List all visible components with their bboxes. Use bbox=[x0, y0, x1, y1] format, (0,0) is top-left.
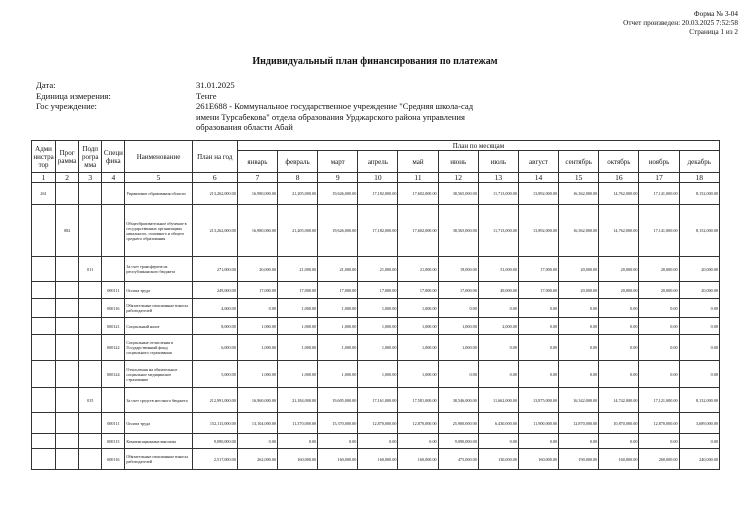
row-month-value: 0.00 bbox=[518, 318, 558, 335]
row-month-value: 0.00 bbox=[518, 335, 558, 361]
row-admin-code bbox=[32, 361, 56, 388]
column-number: 15 bbox=[559, 173, 599, 183]
header-month: июль bbox=[478, 151, 518, 173]
row-month-value: 130,000.00 bbox=[478, 449, 518, 470]
row-subprogram-code bbox=[79, 205, 102, 257]
row-program-code bbox=[56, 318, 79, 335]
header-plan-year: План на год bbox=[192, 141, 237, 173]
row-month-value: 17,581,000.00 bbox=[398, 388, 438, 413]
row-spec-code: 000113 bbox=[102, 434, 125, 449]
row-plan-year: 213,262,000.00 bbox=[192, 205, 237, 257]
row-month-value: 0.00 bbox=[599, 335, 639, 361]
org-value: 261Е688 - Коммунальное государственное учреждение "Средняя школа-сад имени Турсабекова" отдела образования Урджарского района управления образования области Абай bbox=[196, 101, 474, 132]
row-month-value: 17,161,000.00 bbox=[358, 388, 398, 413]
row-month-value: 38,565,000.00 bbox=[438, 183, 478, 205]
row-month-value: 15,370,000.00 bbox=[318, 413, 358, 434]
row-subprogram-code: 011 bbox=[79, 257, 102, 282]
column-number: 10 bbox=[358, 173, 398, 183]
row-month-value: 0.00 bbox=[679, 299, 719, 318]
row-month-value: 17,000.00 bbox=[518, 257, 558, 282]
row-spec-code: 000111 bbox=[102, 282, 125, 299]
form-info bbox=[623, 10, 738, 37]
row-plan-year: 249,000.00 bbox=[192, 282, 237, 299]
row-month-value: 20,000.00 bbox=[559, 282, 599, 299]
row-subprogram-code bbox=[79, 183, 102, 205]
row-subprogram-code bbox=[79, 335, 102, 361]
row-month-value: 11,662,000.00 bbox=[478, 388, 518, 413]
document-meta bbox=[36, 80, 496, 133]
row-admin-code bbox=[32, 335, 56, 361]
column-number: 17 bbox=[639, 173, 679, 183]
row-month-value: 0.00 bbox=[639, 299, 679, 318]
row-month-value: 17,141,000.00 bbox=[639, 205, 679, 257]
header-row-1 bbox=[32, 141, 720, 151]
row-month-value: 1,000.00 bbox=[278, 335, 318, 361]
row-month-value: 17,000.00 bbox=[398, 282, 438, 299]
row-month-value: 0.00 bbox=[599, 434, 639, 449]
row-name: Обязательные пенсионные взносы работодателей bbox=[125, 299, 192, 318]
header-month: декабрь bbox=[679, 151, 719, 173]
row-admin-code bbox=[32, 449, 56, 470]
row-month-value: 16,362,000.00 bbox=[559, 183, 599, 205]
row-month-value: 0.00 bbox=[278, 434, 318, 449]
header-program: Прог рамма bbox=[56, 141, 79, 173]
header-month: октябрь bbox=[599, 151, 639, 173]
row-month-value: 1,000.00 bbox=[398, 299, 438, 318]
row-month-value: 0.00 bbox=[639, 434, 679, 449]
row-name: За счет трансфертов из республиканского бюджета bbox=[125, 257, 192, 282]
row-month-value: 20,000.00 bbox=[679, 257, 719, 282]
row-name: Управление образования области bbox=[125, 183, 192, 205]
row-month-value: 0.00 bbox=[679, 335, 719, 361]
row-month-value: 14,762,000.00 bbox=[599, 205, 639, 257]
row-month-value: 14,742,000.00 bbox=[599, 388, 639, 413]
row-month-value: 0.00 bbox=[478, 335, 518, 361]
row-month-value: 1,000.00 bbox=[278, 361, 318, 388]
row-month-value: 0.00 bbox=[518, 434, 558, 449]
row-month-value: 0.00 bbox=[318, 434, 358, 449]
row-plan-year: 5,000.00 bbox=[192, 361, 237, 388]
row-month-value: 160,000.00 bbox=[599, 449, 639, 470]
row-subprogram-code bbox=[79, 449, 102, 470]
column-number: 12 bbox=[438, 173, 478, 183]
row-month-value: 0.00 bbox=[398, 434, 438, 449]
row-month-value: 19,626,000.00 bbox=[318, 205, 358, 257]
column-number: 16 bbox=[599, 173, 639, 183]
row-name: Социальные отчисления в Государственный фонд социального страхования bbox=[125, 335, 192, 361]
row-month-value: 160,000.00 bbox=[318, 449, 358, 470]
row-month-value: 12,870,000.00 bbox=[398, 413, 438, 434]
row-admin-code bbox=[32, 413, 56, 434]
row-month-value: 20,000.00 bbox=[559, 257, 599, 282]
table-body bbox=[32, 183, 720, 470]
row-month-value: 0.00 bbox=[599, 318, 639, 335]
row-month-value: 240,000.00 bbox=[679, 449, 719, 470]
table-row bbox=[32, 361, 720, 388]
row-month-value: 19,605,000.00 bbox=[318, 388, 358, 413]
date-value: 31.01.2025 bbox=[196, 80, 235, 90]
row-month-value: 20,000.00 bbox=[599, 282, 639, 299]
row-name: Отчисления на обязательное социальное медицинское страхование bbox=[125, 361, 192, 388]
meta-unit-row bbox=[36, 91, 496, 102]
row-month-value: 2,000.00 bbox=[478, 318, 518, 335]
row-spec-code bbox=[102, 205, 125, 257]
row-admin-code bbox=[32, 205, 56, 257]
row-month-value: 1,000.00 bbox=[358, 335, 398, 361]
row-month-value: 0.00 bbox=[559, 361, 599, 388]
row-month-value: 1,000.00 bbox=[438, 335, 478, 361]
table-row bbox=[32, 434, 720, 449]
row-spec-code bbox=[102, 257, 125, 282]
row-program-code bbox=[56, 299, 79, 318]
row-subprogram-code bbox=[79, 282, 102, 299]
column-number: 2 bbox=[56, 173, 79, 183]
row-month-value: 190,000.00 bbox=[559, 449, 599, 470]
row-subprogram-code: 015 bbox=[79, 388, 102, 413]
row-month-value: 1,000.00 bbox=[398, 318, 438, 335]
column-number: 18 bbox=[679, 173, 719, 183]
row-month-value: 51,000.00 bbox=[478, 257, 518, 282]
column-number: 9 bbox=[318, 173, 358, 183]
header-plan-months: План по месяцам bbox=[237, 141, 719, 151]
form-number: Форма № 3-04 bbox=[693, 10, 738, 18]
row-month-value: 49,000.00 bbox=[478, 282, 518, 299]
row-month-value: 1,000.00 bbox=[318, 299, 358, 318]
column-number: 13 bbox=[478, 173, 518, 183]
page-indicator: Страница 1 из 2 bbox=[689, 28, 738, 36]
row-month-value: 16,362,000.00 bbox=[559, 205, 599, 257]
row-month-value: 1,000.00 bbox=[358, 299, 398, 318]
column-number: 11 bbox=[398, 173, 438, 183]
meta-org-row bbox=[36, 101, 496, 133]
row-month-value: 11,370,000.00 bbox=[278, 413, 318, 434]
row-month-value: 1,000.00 bbox=[237, 335, 277, 361]
row-month-value: 12,870,000.00 bbox=[559, 413, 599, 434]
row-month-value: 0.00 bbox=[679, 434, 719, 449]
financing-table bbox=[31, 140, 720, 470]
row-month-value: 1,000.00 bbox=[318, 318, 358, 335]
row-plan-year: 2,517,000.00 bbox=[192, 449, 237, 470]
row-month-value: 160,000.00 bbox=[398, 449, 438, 470]
row-plan-year: 4,000.00 bbox=[192, 299, 237, 318]
row-plan-year: 6,000.00 bbox=[192, 335, 237, 361]
column-number: 5 bbox=[125, 173, 192, 183]
row-month-value: 1,000.00 bbox=[358, 361, 398, 388]
row-spec-code bbox=[102, 183, 125, 205]
row-subprogram-code bbox=[79, 413, 102, 434]
header-month: апрель bbox=[358, 151, 398, 173]
row-month-value: 6,430,000.00 bbox=[478, 413, 518, 434]
row-name: Оплата труда bbox=[125, 282, 192, 299]
row-plan-year: 8,000.00 bbox=[192, 318, 237, 335]
row-spec-code: 000111 bbox=[102, 413, 125, 434]
unit-value: Тенге bbox=[196, 90, 217, 101]
row-month-value: 0.00 bbox=[599, 299, 639, 318]
row-month-value: 21,000.00 bbox=[278, 257, 318, 282]
row-plan-year: 213,262,000.00 bbox=[192, 183, 237, 205]
row-month-value: 16,342,000.00 bbox=[559, 388, 599, 413]
row-month-value: 0.00 bbox=[237, 434, 277, 449]
row-program-code bbox=[56, 183, 79, 205]
header-spec: Специ фика bbox=[102, 141, 125, 173]
row-spec-code bbox=[102, 388, 125, 413]
header-month: март bbox=[318, 151, 358, 173]
header-admin: Адми нистра тор bbox=[32, 141, 56, 173]
row-month-value: 475,000.00 bbox=[438, 449, 478, 470]
row-month-value: 1,000.00 bbox=[237, 361, 277, 388]
row-name: Компенсационные выплаты bbox=[125, 434, 192, 449]
row-month-value: 1,000.00 bbox=[358, 318, 398, 335]
row-month-value: 17,000.00 bbox=[358, 282, 398, 299]
table-row bbox=[32, 318, 720, 335]
row-program-code bbox=[56, 282, 79, 299]
row-month-value: 0.00 bbox=[518, 299, 558, 318]
row-plan-year: 271,000.00 bbox=[192, 257, 237, 282]
row-admin-code bbox=[32, 282, 56, 299]
row-month-value: 38,565,000.00 bbox=[438, 205, 478, 257]
row-spec-code: 000116 bbox=[102, 299, 125, 318]
row-month-value: 1,000.00 bbox=[438, 318, 478, 335]
row-spec-code: 000122 bbox=[102, 335, 125, 361]
row-spec-code: 000124 bbox=[102, 361, 125, 388]
header-month: май bbox=[398, 151, 438, 173]
row-month-value: 21,000.00 bbox=[358, 257, 398, 282]
row-program-code bbox=[56, 388, 79, 413]
row-month-value: 0.00 bbox=[478, 434, 518, 449]
row-month-value: 1,000.00 bbox=[398, 335, 438, 361]
row-month-value: 11,713,000.00 bbox=[478, 205, 518, 257]
row-month-value: 160,000.00 bbox=[358, 449, 398, 470]
row-name: За счет средств местного бюджета bbox=[125, 388, 192, 413]
row-month-value: 0.00 bbox=[518, 361, 558, 388]
header-month: сентябрь bbox=[559, 151, 599, 173]
row-month-value: 13,892,000.00 bbox=[518, 183, 558, 205]
row-subprogram-code bbox=[79, 361, 102, 388]
row-month-value: 17,141,000.00 bbox=[639, 183, 679, 205]
column-number: 8 bbox=[278, 173, 318, 183]
row-month-value: 20,000.00 bbox=[639, 257, 679, 282]
row-subprogram-code bbox=[79, 299, 102, 318]
document-title: Индивидуальный план финансирования по платежам bbox=[252, 56, 498, 67]
row-month-value: 17,182,000.00 bbox=[358, 183, 398, 205]
row-month-value: 38,546,000.00 bbox=[438, 388, 478, 413]
row-month-value: 8,152,000.00 bbox=[679, 205, 719, 257]
table-row bbox=[32, 388, 720, 413]
row-month-value: 0.00 bbox=[559, 299, 599, 318]
column-number: 14 bbox=[518, 173, 558, 183]
row-month-value: 19,000.00 bbox=[438, 257, 478, 282]
column-number: 4 bbox=[102, 173, 125, 183]
row-month-value: 0.00 bbox=[559, 335, 599, 361]
header-month: февраль bbox=[278, 151, 318, 173]
row-month-value: 20,000.00 bbox=[599, 257, 639, 282]
row-month-value: 17,000.00 bbox=[518, 282, 558, 299]
row-month-value: 20,000.00 bbox=[639, 282, 679, 299]
row-month-value: 11,900,000.00 bbox=[518, 413, 558, 434]
row-month-value: 1,000.00 bbox=[278, 299, 318, 318]
row-month-value: 13,875,000.00 bbox=[518, 388, 558, 413]
row-month-value: 17,602,000.00 bbox=[398, 183, 438, 205]
row-month-value: 0.00 bbox=[237, 299, 277, 318]
row-subprogram-code bbox=[79, 318, 102, 335]
header-subprogram: Подп рогра мма bbox=[79, 141, 102, 173]
row-month-value: 17,182,000.00 bbox=[358, 205, 398, 257]
report-time: Отчет произведен: 20.03.2025 7:52:58 bbox=[623, 19, 738, 27]
table-row bbox=[32, 282, 720, 299]
header-month: август bbox=[518, 151, 558, 173]
row-month-value: 260,000.00 bbox=[639, 449, 679, 470]
row-month-value: 8,152,000.00 bbox=[679, 183, 719, 205]
row-month-value: 21,000.00 bbox=[398, 257, 438, 282]
table-row bbox=[32, 257, 720, 282]
org-label: Гос учреждение: bbox=[36, 101, 97, 111]
row-month-value: 0.00 bbox=[639, 361, 679, 388]
row-month-value: 16,980,000.00 bbox=[237, 183, 277, 205]
table-row bbox=[32, 449, 720, 470]
row-month-value: 17,000.00 bbox=[237, 282, 277, 299]
row-plan-year: 9,090,000.00 bbox=[192, 434, 237, 449]
unit-label: Единица измерения: bbox=[36, 90, 111, 101]
row-month-value: 3,689,000.00 bbox=[679, 413, 719, 434]
row-program-code bbox=[56, 449, 79, 470]
header-month: ноябрь bbox=[639, 151, 679, 173]
row-month-value: 0.00 bbox=[679, 318, 719, 335]
table-row bbox=[32, 335, 720, 361]
row-plan-year: 212,991,000.00 bbox=[192, 388, 237, 413]
row-admin-code bbox=[32, 299, 56, 318]
row-month-value: 17,602,000.00 bbox=[398, 205, 438, 257]
row-admin-code: 261 bbox=[32, 183, 56, 205]
meta-date-row bbox=[36, 80, 496, 91]
column-number: 7 bbox=[237, 173, 277, 183]
row-month-value: 160,000.00 bbox=[278, 449, 318, 470]
row-month-value: 13,892,000.00 bbox=[518, 205, 558, 257]
row-month-value: 21,205,000.00 bbox=[278, 183, 318, 205]
row-month-value: 12,870,000.00 bbox=[639, 413, 679, 434]
row-month-value: 17,000.00 bbox=[318, 282, 358, 299]
row-program-code bbox=[56, 413, 79, 434]
row-month-value: 160,000.00 bbox=[518, 449, 558, 470]
row-month-value: 0.00 bbox=[559, 434, 599, 449]
row-month-value: 25,900,000.00 bbox=[438, 413, 478, 434]
row-month-value: 17,000.00 bbox=[278, 282, 318, 299]
row-month-value: 0.00 bbox=[438, 299, 478, 318]
table-row bbox=[32, 413, 720, 434]
row-month-value: 0.00 bbox=[438, 361, 478, 388]
row-month-value: 262,000.00 bbox=[237, 449, 277, 470]
row-month-value: 0.00 bbox=[639, 318, 679, 335]
row-month-value: 0.00 bbox=[639, 335, 679, 361]
row-month-value: 8,132,000.00 bbox=[679, 388, 719, 413]
row-program-code bbox=[56, 335, 79, 361]
row-month-value: 0.00 bbox=[358, 434, 398, 449]
row-spec-code: 000121 bbox=[102, 318, 125, 335]
table-row bbox=[32, 205, 720, 257]
row-spec-code: 000116 bbox=[102, 449, 125, 470]
row-month-value: 17,000.00 bbox=[438, 282, 478, 299]
row-admin-code bbox=[32, 257, 56, 282]
table-row bbox=[32, 183, 720, 205]
row-month-value: 11,713,000.00 bbox=[478, 183, 518, 205]
row-month-value: 0.00 bbox=[599, 361, 639, 388]
row-month-value: 19,626,000.00 bbox=[318, 183, 358, 205]
row-program-code bbox=[56, 361, 79, 388]
row-program-code: 082 bbox=[56, 205, 79, 257]
row-month-value: 14,762,000.00 bbox=[599, 183, 639, 205]
row-month-value: 1,000.00 bbox=[237, 318, 277, 335]
date-label: Дата: bbox=[36, 80, 56, 90]
row-subprogram-code bbox=[79, 434, 102, 449]
row-month-value: 1,000.00 bbox=[318, 335, 358, 361]
row-month-value: 21,184,000.00 bbox=[278, 388, 318, 413]
row-program-code bbox=[56, 434, 79, 449]
table-row bbox=[32, 299, 720, 318]
row-month-value: 12,870,000.00 bbox=[358, 413, 398, 434]
row-month-value: 16,960,000.00 bbox=[237, 388, 277, 413]
column-number: 1 bbox=[32, 173, 56, 183]
column-number: 3 bbox=[79, 173, 102, 183]
row-month-value: 20,000.00 bbox=[679, 282, 719, 299]
row-month-value: 13,104,000.00 bbox=[237, 413, 277, 434]
row-month-value: 0.00 bbox=[559, 318, 599, 335]
row-month-value: 21,205,000.00 bbox=[278, 205, 318, 257]
row-admin-code bbox=[32, 318, 56, 335]
row-name: Обязательные пенсионные взносы работодателей bbox=[125, 449, 192, 470]
row-name: Оплата труда bbox=[125, 413, 192, 434]
row-month-value: 21,000.00 bbox=[318, 257, 358, 282]
row-month-value: 10,870,000.00 bbox=[599, 413, 639, 434]
row-month-value: 0.00 bbox=[478, 361, 518, 388]
header-month: июнь bbox=[438, 151, 478, 173]
row-month-value: 20,000.00 bbox=[237, 257, 277, 282]
row-month-value: 1,000.00 bbox=[318, 361, 358, 388]
row-month-value: 1,000.00 bbox=[278, 318, 318, 335]
row-name: Общеобразовательное обучение в государственных организациях начального, основного и общего среднего образования bbox=[125, 205, 192, 257]
row-admin-code bbox=[32, 388, 56, 413]
row-month-value: 9,090,000.00 bbox=[438, 434, 478, 449]
row-month-value: 0.00 bbox=[478, 299, 518, 318]
header-column-numbers bbox=[32, 173, 720, 183]
row-name: Социальный налог bbox=[125, 318, 192, 335]
column-number: 6 bbox=[192, 173, 237, 183]
row-month-value: 1,000.00 bbox=[398, 361, 438, 388]
header-month: январь bbox=[237, 151, 277, 173]
row-plan-year: 152,113,000.00 bbox=[192, 413, 237, 434]
row-month-value: 0.00 bbox=[679, 361, 719, 388]
row-month-value: 17,121,000.00 bbox=[639, 388, 679, 413]
header-name: Наименование bbox=[125, 141, 192, 173]
row-admin-code bbox=[32, 434, 56, 449]
row-month-value: 16,980,000.00 bbox=[237, 205, 277, 257]
row-program-code bbox=[56, 257, 79, 282]
